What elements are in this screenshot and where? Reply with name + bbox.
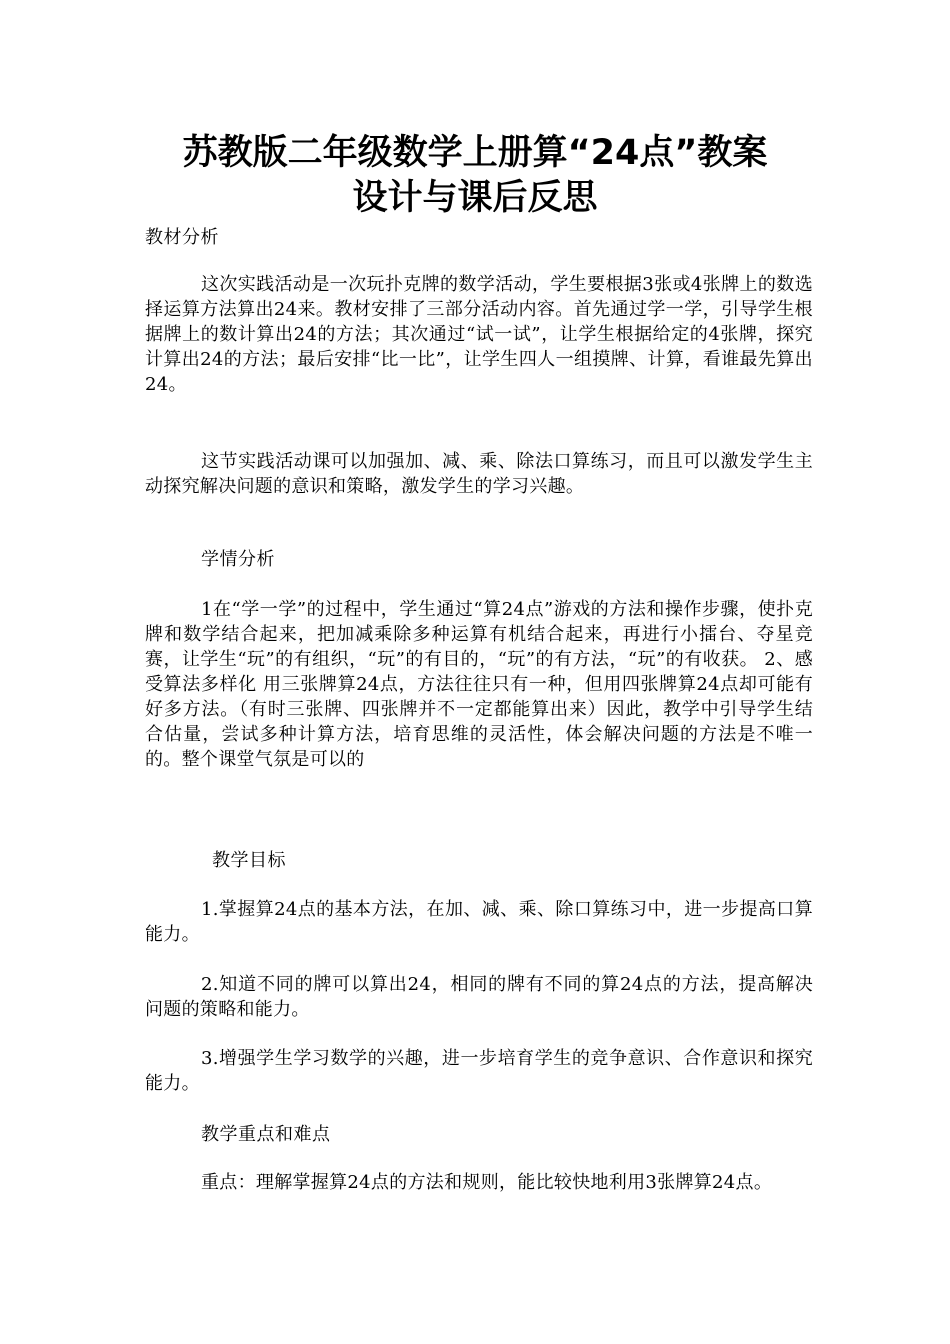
teaching-goal-1: 1.掌握算24点的基本方法，在加、减、乘、除口算练习中，进一步提高口算能力。 xyxy=(145,899,813,945)
section-heading-textbook-analysis: 教材分析 xyxy=(145,227,219,248)
paragraph-key-point: 重点：理解掌握算24点的方法和规则，能比较快地利用3张牌算24点。 xyxy=(201,1172,773,1193)
paragraph-student-analysis: 1在“学一学”的过程中，学生通过“算24点”游戏的方法和操作步骤，使扑克牌和数学结合起来，把加减乘除多种运算有机结合起来，再进行小擂台、夺星竞赛，让学生“玩”的有组织，“玩”的有目的，“玩”的有方法，“玩”的有收获。 2、感受算法多样化 用三张牌算24点，方法往往只有一种，但用四张牌算24点却可能有好多方法。（有时三张牌、四张牌并不一定都能算出来）因此，教学中引导学生结合估量，尝试多种计算方法，培育思维的灵活性，体会解决问题的方法是不唯一的。整个课堂气氛是可以的 xyxy=(145,599,813,770)
paragraph-textbook-analysis-2: 这节实践活动课可以加强加、减、乘、除法口算练习，而且可以激发学生主动探究解决问题的意识和策略，激发学生的学习兴趣。 xyxy=(145,451,813,497)
paragraph-textbook-analysis-1: 这次实践活动是一次玩扑克牌的数学活动，学生要根据3张或4张牌上的数选择运算方法算出24来。教材安排了三部分活动内容。首先通过学一学，引导学生根据牌上的数计算出24的方法；其次通过“试一试”，让学生根据给定的4张牌，探究计算出24的方法；最后安排“比一比”，让学生四人一组摸牌、计算，看谁最先算出24。 xyxy=(145,274,813,395)
section-heading-teaching-goals: 教学目标 xyxy=(212,850,286,871)
document-title-line-1: 苏教版二年级数学上册算“24点”教案 xyxy=(182,133,768,173)
teaching-goal-2: 2.知道不同的牌可以算出24，相同的牌有不同的算24点的方法，提高解决问题的策略和能力。 xyxy=(145,974,813,1020)
section-heading-key-difficult-points: 教学重点和难点 xyxy=(201,1124,331,1145)
section-heading-student-analysis: 学情分析 xyxy=(201,549,275,570)
document-title-line-2: 设计与课后反思 xyxy=(352,178,598,218)
teaching-goal-3: 3.增强学生学习数学的兴趣，进一步培育学生的竞争意识、合作意识和探究能力。 xyxy=(145,1048,813,1094)
